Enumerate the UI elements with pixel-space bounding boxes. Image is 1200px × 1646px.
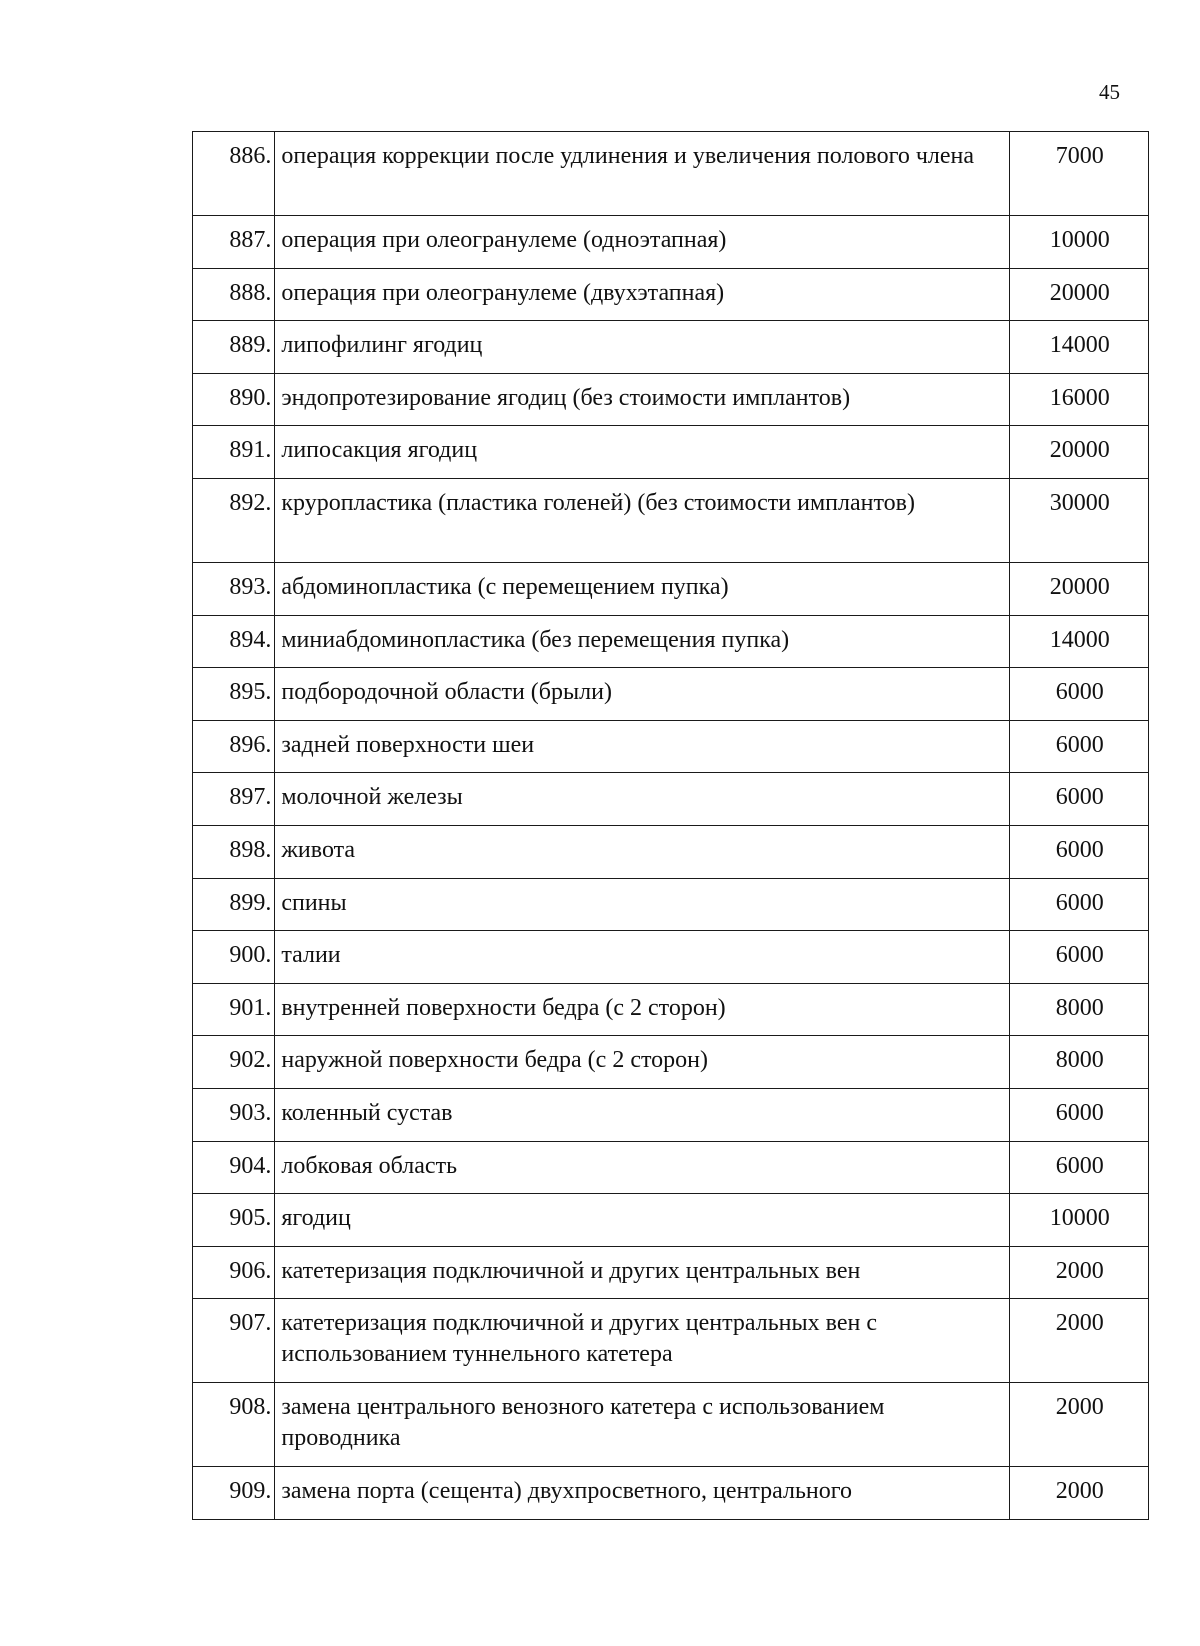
row-number: 908. <box>193 1383 275 1467</box>
service-price: 8000 <box>1010 1036 1149 1089</box>
row-number: 903. <box>193 1088 275 1141</box>
table-row <box>193 615 1149 668</box>
table-row <box>193 825 1149 878</box>
service-price: 7000 <box>1010 132 1149 216</box>
row-number: 900. <box>193 931 275 984</box>
service-name: операция при олеогранулеме (двухэтапная) <box>275 268 1010 321</box>
row-number: 891. <box>193 426 275 479</box>
service-name: эндопротезирование ягодиц (без стоимости имплантов) <box>275 373 1010 426</box>
service-name: абдоминопластика (с перемещением пупка) <box>275 562 1010 615</box>
service-price: 6000 <box>1010 825 1149 878</box>
service-name: липосакция ягодиц <box>275 426 1010 479</box>
service-name: замена центрального венозного катетера с использованием проводника <box>275 1383 1010 1467</box>
row-number: 899. <box>193 878 275 931</box>
service-name: наружной поверхности бедра (с 2 сторон) <box>275 1036 1010 1089</box>
table-row <box>193 1299 1149 1383</box>
row-number: 907. <box>193 1299 275 1383</box>
service-name: ягодиц <box>275 1194 1010 1247</box>
service-price: 14000 <box>1010 321 1149 374</box>
row-number: 886. <box>193 132 275 216</box>
table-row <box>193 983 1149 1036</box>
row-number: 887. <box>193 216 275 269</box>
service-price: 6000 <box>1010 720 1149 773</box>
service-price: 20000 <box>1010 268 1149 321</box>
service-price: 6000 <box>1010 773 1149 826</box>
service-name: лобковая область <box>275 1141 1010 1194</box>
service-price: 30000 <box>1010 478 1149 562</box>
service-price: 2000 <box>1010 1246 1149 1299</box>
table-row <box>193 1467 1149 1520</box>
table-row <box>193 478 1149 562</box>
row-number: 892. <box>193 478 275 562</box>
row-number: 904. <box>193 1141 275 1194</box>
row-number: 902. <box>193 1036 275 1089</box>
row-number: 893. <box>193 562 275 615</box>
table-row <box>193 720 1149 773</box>
table-row <box>193 268 1149 321</box>
service-price: 6000 <box>1010 668 1149 721</box>
row-number: 901. <box>193 983 275 1036</box>
table-row <box>193 931 1149 984</box>
price-table-body <box>193 132 1149 1520</box>
service-name: молочной железы <box>275 773 1010 826</box>
service-price: 20000 <box>1010 562 1149 615</box>
service-name: катетеризация подключичной и других центральных вен <box>275 1246 1010 1299</box>
row-number: 889. <box>193 321 275 374</box>
row-number: 896. <box>193 720 275 773</box>
service-price: 10000 <box>1010 216 1149 269</box>
table-row <box>193 1088 1149 1141</box>
service-price: 20000 <box>1010 426 1149 479</box>
table-row <box>193 878 1149 931</box>
service-name: круропластика (пластика голеней) (без стоимости имплантов) <box>275 478 1010 562</box>
row-number: 890. <box>193 373 275 426</box>
service-name: катетеризация подключичной и других центральных вен с использованием туннельного катетера <box>275 1299 1010 1383</box>
service-price: 6000 <box>1010 878 1149 931</box>
service-name: операция при олеогранулеме (одноэтапная) <box>275 216 1010 269</box>
row-number: 905. <box>193 1194 275 1247</box>
table-row <box>193 562 1149 615</box>
service-name: внутренней поверхности бедра (с 2 сторон) <box>275 983 1010 1036</box>
service-name: подбородочной области (брыли) <box>275 668 1010 721</box>
service-name: липофилинг ягодиц <box>275 321 1010 374</box>
service-price: 10000 <box>1010 1194 1149 1247</box>
row-number: 906. <box>193 1246 275 1299</box>
service-name: миниабдоминопластика (без перемещения пупка) <box>275 615 1010 668</box>
table-row <box>193 426 1149 479</box>
service-price: 14000 <box>1010 615 1149 668</box>
price-table <box>192 131 1149 1520</box>
service-name: коленный сустав <box>275 1088 1010 1141</box>
table-row <box>193 668 1149 721</box>
row-number: 888. <box>193 268 275 321</box>
row-number: 894. <box>193 615 275 668</box>
row-number: 909. <box>193 1467 275 1520</box>
service-name: задней поверхности шеи <box>275 720 1010 773</box>
table-row <box>193 1383 1149 1467</box>
service-name: спины <box>275 878 1010 931</box>
table-row <box>193 773 1149 826</box>
table-row <box>193 132 1149 216</box>
page-number: 45 <box>1099 80 1120 104</box>
service-price: 6000 <box>1010 1141 1149 1194</box>
service-price: 6000 <box>1010 931 1149 984</box>
row-number: 897. <box>193 773 275 826</box>
table-row <box>193 1036 1149 1089</box>
service-price: 2000 <box>1010 1383 1149 1467</box>
service-price: 16000 <box>1010 373 1149 426</box>
service-name: операция коррекции после удлинения и увеличения полового члена <box>275 132 1010 216</box>
table-row <box>193 1194 1149 1247</box>
service-price: 2000 <box>1010 1467 1149 1520</box>
service-price: 6000 <box>1010 1088 1149 1141</box>
service-name: замена порта (сещента) двухпросветного, центрального <box>275 1467 1010 1520</box>
table-row <box>193 321 1149 374</box>
table-row <box>193 1141 1149 1194</box>
service-name: талии <box>275 931 1010 984</box>
row-number: 895. <box>193 668 275 721</box>
service-price: 8000 <box>1010 983 1149 1036</box>
table-row <box>193 216 1149 269</box>
service-price: 2000 <box>1010 1299 1149 1383</box>
table-row <box>193 373 1149 426</box>
table-row <box>193 1246 1149 1299</box>
service-name: живота <box>275 825 1010 878</box>
row-number: 898. <box>193 825 275 878</box>
